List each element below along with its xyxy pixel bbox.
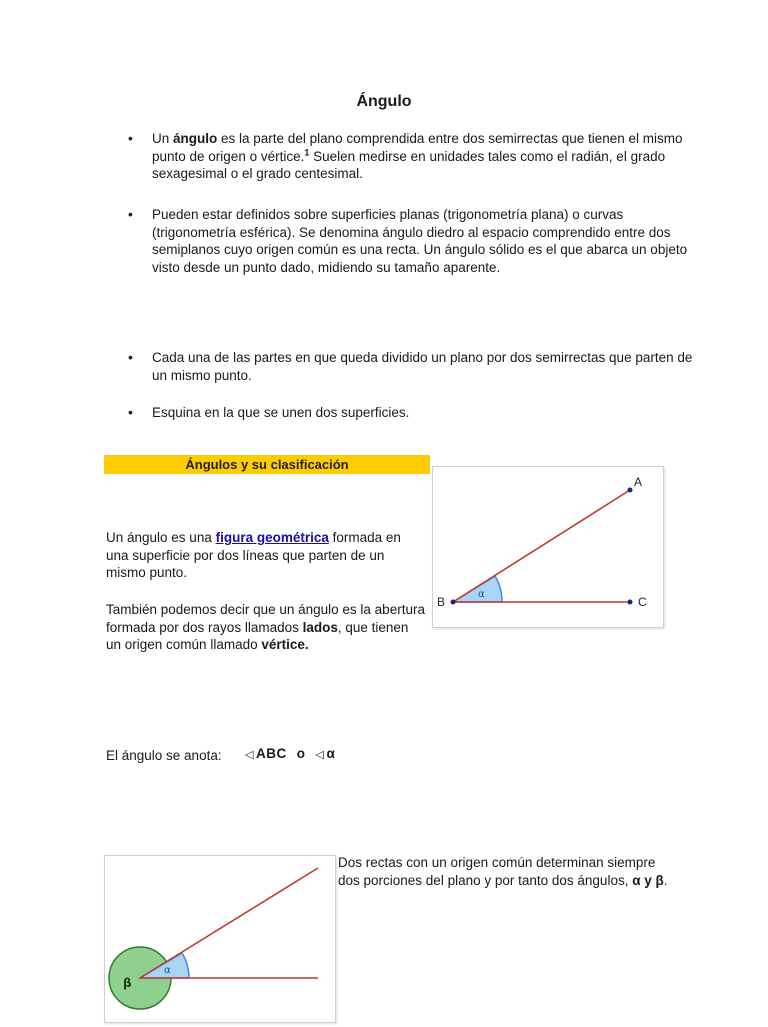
two-angles-diagram-svg [105,856,335,1022]
list-item [122,130,697,183]
two-lines-paragraph: Dos rectas con un origen común determinan siempre dos porciones del plano y por tanto dos ángulos, α y β. [338,855,668,888]
point-a [628,488,633,493]
term-angle: ángulo [173,131,218,146]
definition-paragraph: Un ángulo es una figura geométrica formada en una superficie por dos líneas que parten de un mismo punto. [106,530,401,580]
label-c: C [638,595,647,609]
notation-abc: ABC [255,746,287,761]
label-beta: β [123,976,132,990]
angle-diagram [432,466,664,628]
two-angles-diagram [104,855,336,1023]
list-item-text: Suelen medirse en unidades tales como el radián, el grado sexagesimal o el grado centesimal. [152,148,666,181]
term-alpha-beta: α y β [632,872,664,888]
label-alpha: α [478,589,485,600]
vertex-point-b [451,600,456,605]
label-a: A [634,475,643,489]
label-alpha: α [164,965,171,976]
list-item-text: Cada una de las partes en que queda dividido un plano por dos semirrectas que parten de un mismo punto. [152,350,693,383]
page-title: Ángulo [356,93,412,110]
term-vertice: vértice. [261,637,309,652]
point-c [628,600,633,605]
notation-or: o [296,746,306,761]
notation-label: El ángulo se anota: [106,748,222,763]
list-item [122,206,697,276]
angle-diagram-svg [433,467,663,627]
notation-alpha: α [326,746,336,761]
ray-upper [140,868,318,978]
list-item-text: es la parte del plano comprendida entre dos semirrectas que tienen el mismo punto de origen o vértice. [152,131,683,164]
list-item-text: Un [152,131,174,146]
list-item-text: Esquina en la que se unen dos superficies. [152,405,410,420]
list-item [122,349,697,384]
footnote-ref[interactable]: 1 [304,147,310,157]
angle-symbol-icon: ◁ [245,749,254,761]
label-b: B [437,595,446,609]
angle-notation [245,745,335,765]
ray-ba [453,490,630,602]
section-header: Ángulos y su clasificación [104,455,430,474]
rays-paragraph: También podemos decir que un ángulo es la abertura formada por dos rayos llamados lados, que tienen un origen común llamado vértice. [106,602,425,652]
angle-symbol-icon: ◁ [315,749,325,761]
list-item-text: Pueden estar definidos sobre superficies planas (trigonometría plana) o curvas (trigonometría esférica). Se denomina ángulo diedro al espacio comprendido entre dos semiplanos cuyo origen común es una recta. Un ángulo sólido es el que abarca un objeto visto desde un punto dado, midiendo su tamaño aparente. [152,207,688,275]
term-lados: lados [302,619,338,635]
figura-geometrica-link[interactable]: figura geométrica [215,530,329,545]
list-item [122,404,697,422]
